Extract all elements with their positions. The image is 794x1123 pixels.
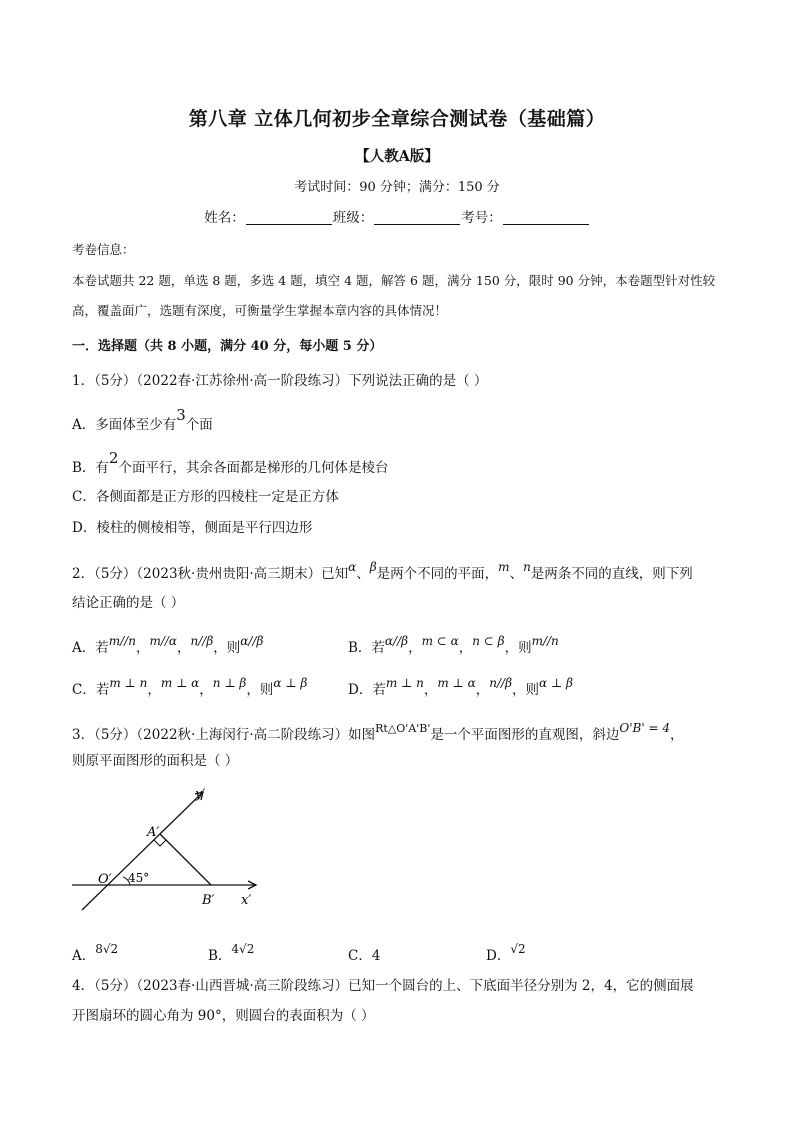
number-blank[interactable] (503, 210, 589, 225)
y-axis-line (82, 792, 203, 910)
q3-option-d[interactable]: D．√2 (486, 942, 526, 964)
class-label: 班级： (332, 210, 374, 226)
info-label: 考卷信息： (72, 242, 135, 257)
segment-a-b (160, 834, 211, 885)
section-heading: 一．选择题（共 8 小题，满分 40 分，每小题 5 分） (72, 339, 383, 354)
q1-option-b[interactable]: B．有2个面平行，其余各面都是梯形的几何体是棱台 (72, 449, 389, 476)
q1-option-c[interactable]: C．各侧面都是正方形的四棱柱一定是正方体 (72, 489, 339, 505)
y-axis-label: y′ (195, 787, 206, 802)
info-line-1: 本卷试题共 22 题，单选 8 题，多选 4 题，填空 4 题，解答 6 题，满分 150 分，限时 90 分钟，本卷题型针对性较 (72, 273, 716, 288)
point-b-label: B′ (202, 893, 215, 908)
page-title: 第八章 立体几何初步全章综合测试卷（基础篇） (188, 108, 606, 130)
x-axis-label: x′ (241, 893, 252, 908)
class-blank[interactable] (374, 210, 460, 225)
q3-stem-line2: 则原平面图形的面积是（ ） (72, 753, 239, 769)
point-a-label: A′ (147, 825, 160, 840)
name-label: 姓名： (204, 210, 245, 226)
q2-stem-line2: 结论正确的是（ ） (72, 595, 185, 611)
q4-stem-line2: 开图扇环的圆心角为 90°，则圆台的表面积为（ ） (72, 1008, 375, 1024)
number-label: 考号： (461, 210, 502, 226)
q2-option-c[interactable]: C．若m ⊥ n，m ⊥ α，n ⊥ β，则α ⊥ β (72, 676, 308, 698)
q1-option-d[interactable]: D．棱柱的侧棱相等，侧面是平行四边形 (72, 520, 313, 536)
q2-option-b[interactable]: B．若α//β，m ⊂ α，n ⊂ β，则m//n (348, 634, 559, 656)
angle-label: 45° (128, 871, 150, 885)
q3-stem: 3．（5分）（2022秋·上海闵行·高二阶段练习）如图$^{Rt\triangle O'A'B'}$是一个平面图形的直观图，斜边O'B' = 4， (72, 721, 684, 743)
q2-stem: 2．（5分）（2023秋·贵州贵阳·高三期末）已知α、β是两个不同的平面，m、n是两条不同的直线，则下列 (72, 560, 693, 582)
q1-option-a[interactable]: A．多面体至少有3个面 (72, 406, 213, 433)
point-o-label: O′ (98, 872, 112, 887)
q3-diagram (60, 780, 280, 920)
info-line-2: 高，覆盖面广，选题有深度，可衡量学生掌握本章内容的具体情况！ (72, 303, 448, 318)
name-blank[interactable] (246, 210, 332, 225)
q1-stem: 1．（5分）（2022春·江苏徐州·高一阶段练习）下列说法正确的是（ ） (72, 373, 488, 389)
q2-option-a[interactable]: A．若m//n，m//α，n//β，则α//β (72, 634, 264, 656)
student-fields (0, 206, 794, 226)
exam-info: 考试时间：90 分钟；满分：150 分 (294, 180, 500, 195)
edition-subtitle: 【人教A版】 (355, 148, 439, 165)
q3-option-c[interactable]: C．4 (348, 948, 381, 964)
q3-option-a[interactable]: A．8√2 (72, 942, 119, 964)
q3-option-b[interactable]: B．4√2 (208, 942, 255, 964)
right-angle-mark (154, 840, 166, 846)
q4-stem-line1: 4．（5分）（2023春·山西晋城·高三阶段练习）已知一个圆台的上、下底面半径分别为 2，4，它的侧面展 (72, 978, 694, 994)
q2-option-d[interactable]: D．若m ⊥ n，m ⊥ α，n//β，则α ⊥ β (348, 676, 573, 698)
